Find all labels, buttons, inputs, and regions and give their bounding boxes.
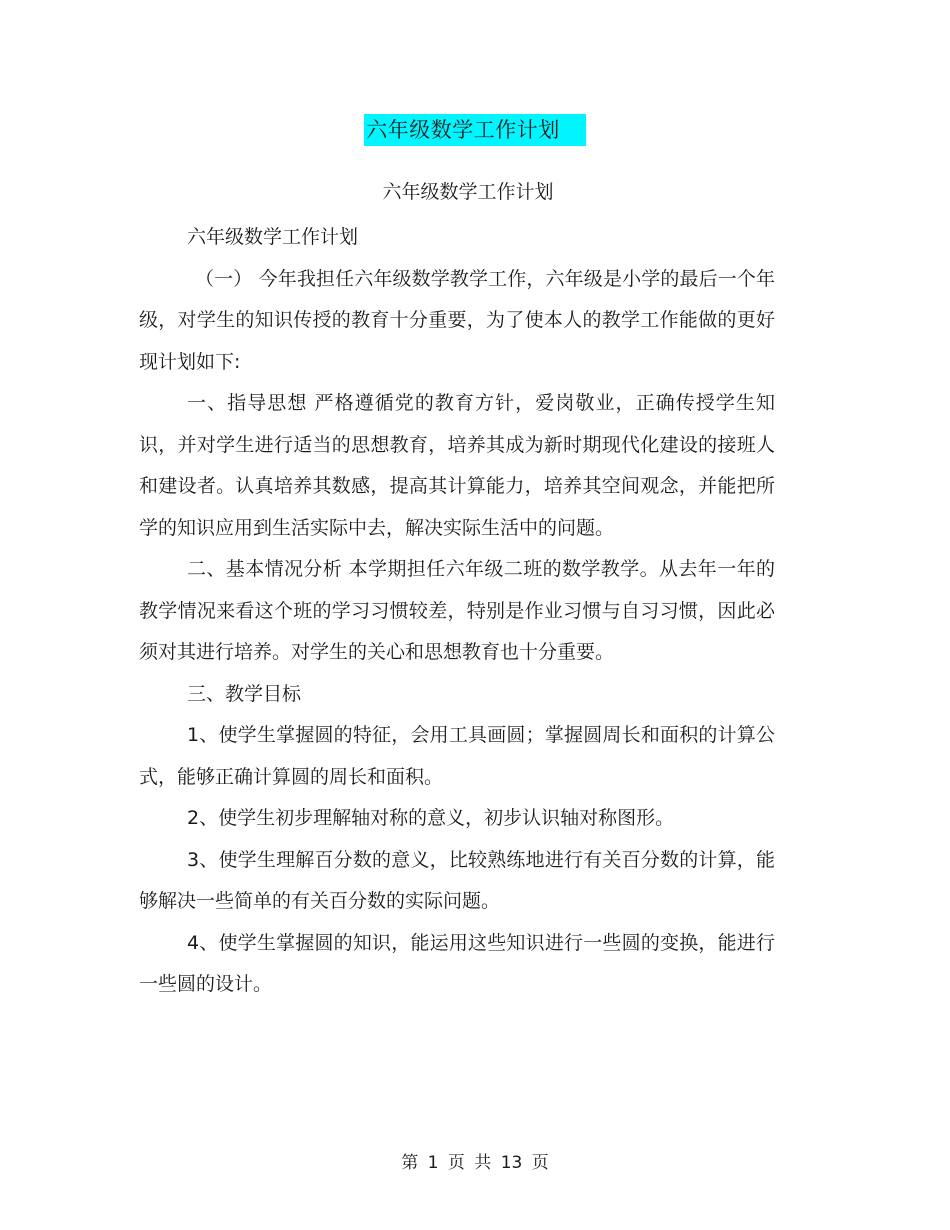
paragraph: 三、教学目标	[187, 682, 302, 705]
paragraph: （一） 今年我担任六年级数学教学工作，六年级是小学的最后一个年级，对学生的知识传授的教育十分重要，为了使本人的教学工作能做的更好现计划如下:	[139, 267, 775, 373]
page-number-footer: 第 1 页 共 13 页	[401, 1153, 549, 1173]
document-title: 六年级数学工作计划	[364, 114, 586, 146]
paragraph: 3、使学生理解百分数的意义，比较熟练地进行有关百分数的计算，能够解决一些简单的有关百分数的实际问题。	[139, 848, 775, 912]
paragraph: 1、使学生掌握圆的特征，会用工具画圆；掌握圆周长和面积的计算公式，能够正确计算圆的周长和面积。	[139, 724, 775, 788]
paragraph: 2、使学生初步理解轴对称的意义，初步认识轴对称图形。	[187, 807, 675, 829]
title-row	[0, 114, 950, 146]
document-body	[139, 217, 775, 1006]
paragraph: 一、指导思想 严格遵循党的教育方针，爱岗敬业，正确传授学生知识，并对学生进行适当的思想教育，培养其成为新时期现代化建设的接班人和建设者。认真培养其数感，提高其计算能力，培养其空间观念，并能把所学的知识应用到生活实际中去，解决实际生活中的问题。	[139, 392, 775, 539]
paragraph: 二、基本情况分析 本学期担任六年级二班的数学教学。从去年一年的教学情况来看这个班的学习习惯较差，特别是作业习惯与自习习惯，因此必须对其进行培养。对学生的关心和思想教育也十分重要。	[139, 558, 775, 663]
paragraph: 4、使学生掌握圆的知识，能运用这些知识进行一些圆的变换，能进行一些圆的设计。	[139, 931, 775, 995]
paragraph: 六年级数学工作计划	[187, 226, 359, 248]
document-subtitle: 六年级数学工作计划	[382, 181, 554, 203]
